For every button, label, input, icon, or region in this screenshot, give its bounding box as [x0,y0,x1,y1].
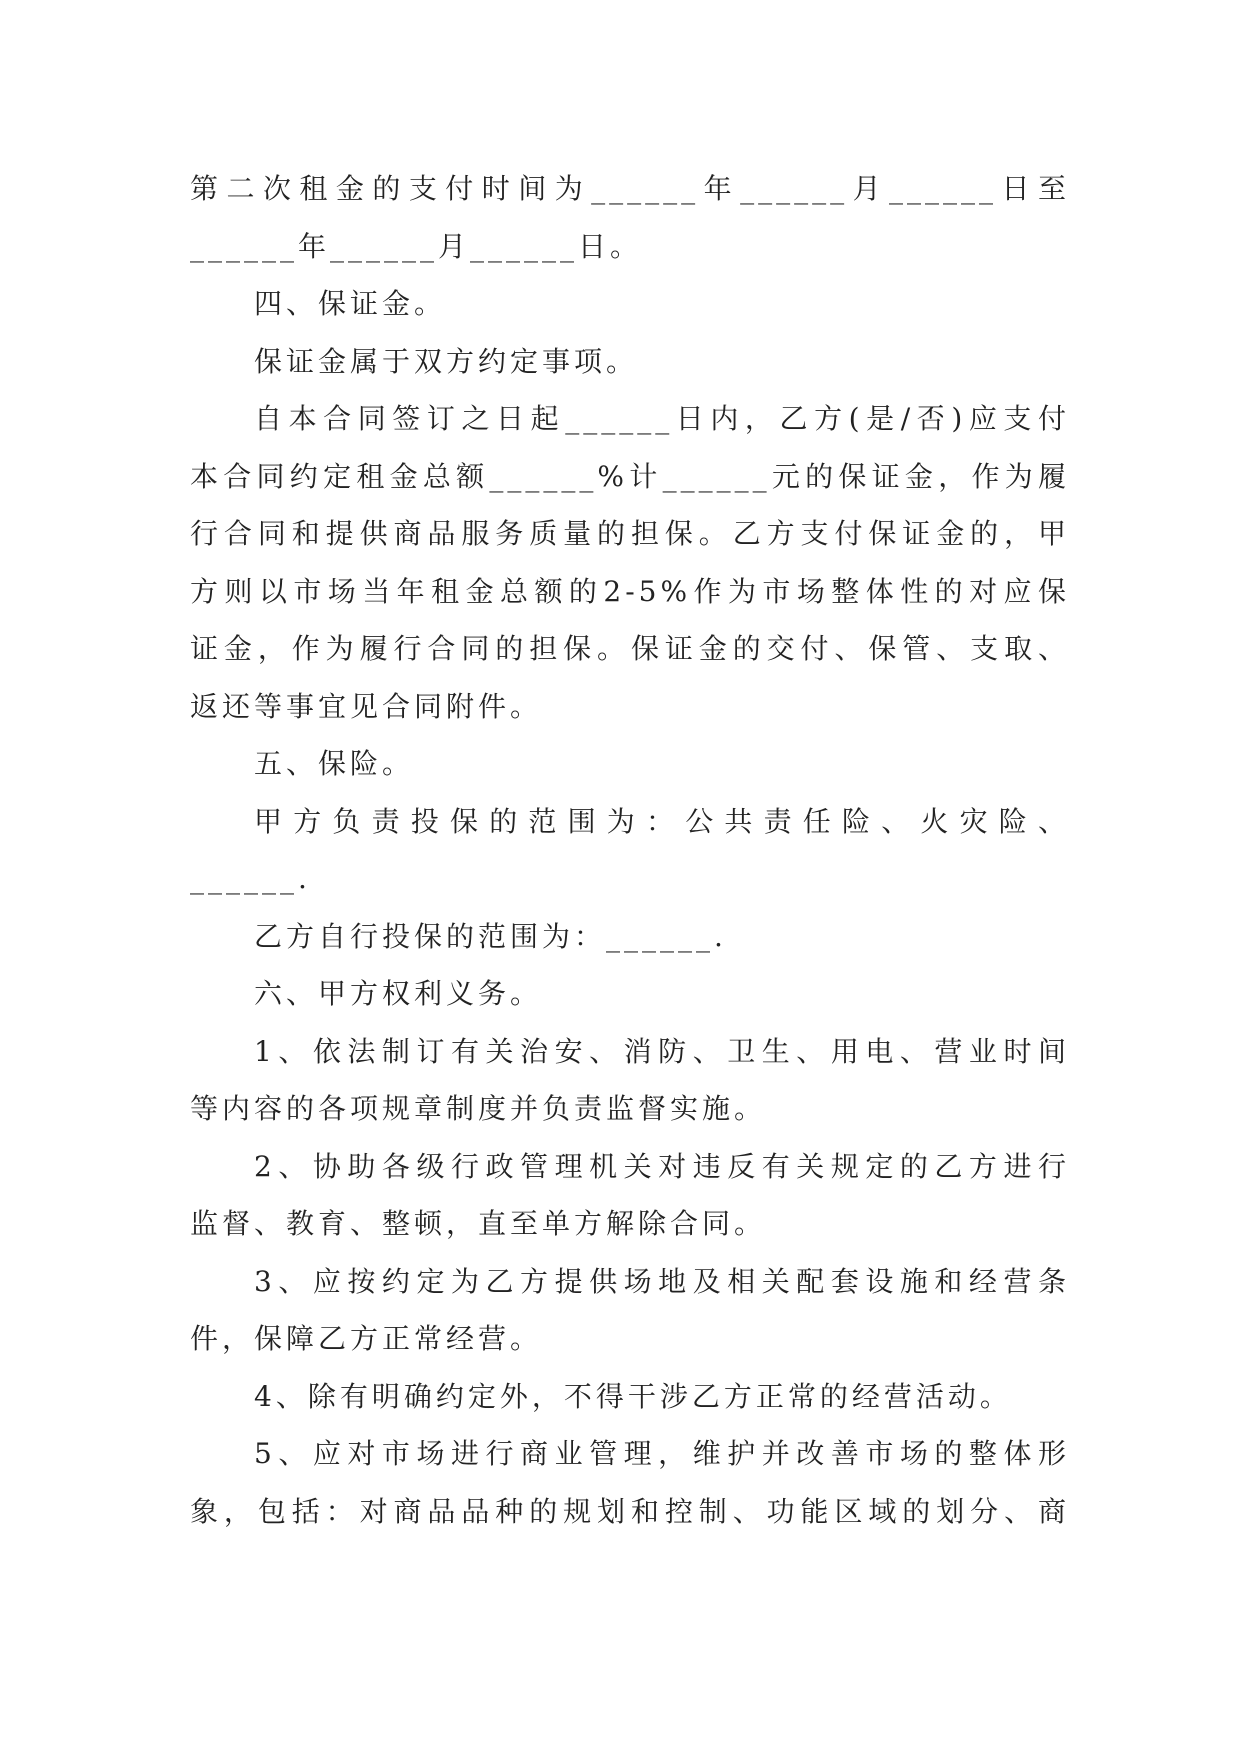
text-line: 自本合同签订之日起______日内，乙方(是/否)应支付 [254,402,1070,435]
text-line: 行合同和提供商品服务质量的担保。乙方支付保证金的，甲 [190,517,1070,550]
text-line: 六、甲方权利义务。 [254,977,543,1010]
text-line: 4、除有明确约定外，不得干涉乙方正常的经营活动。 [254,1379,1012,1413]
text-line: 本合同约定租金总额______%计______元的保证金，作为履 [190,459,1070,493]
text-line: 方则以市场当年租金总额的2-5%作为市场整体性的对应保 [190,574,1070,608]
text-line: 甲方负责投保的范围为：公共责任险、火灾险、 [254,804,1070,838]
text-line: 5、应对市场进行商业管理，维护并改善市场的整体形 [254,1437,1070,1470]
text-line: 第二次租金的支付时间为______年______月______日至 [190,172,1070,205]
text-line: 四、保证金。 [254,287,447,320]
text-line: 1、依法制订有关治安、消防、卫生、用电、营业时间 [254,1034,1070,1068]
text-line: 五、保险。 [254,747,415,780]
text-line: ______年______月______日。 [190,229,643,263]
text-line: 2、协助各级行政管理机关对违反有关规定的乙方进行 [254,1149,1070,1183]
document-page [190,160,1070,1540]
text-line: 件，保障乙方正常经营。 [190,1322,543,1355]
text-line: 证金，作为履行合同的担保。保证金的交付、保管、支取、 [190,632,1070,665]
document-body [190,160,1070,1540]
text-line: 3、应按约定为乙方提供场地及相关配套设施和经营条 [254,1264,1070,1298]
text-line: 保证金属于双方约定事项。 [254,344,639,378]
text-line: 乙方自行投保的范围为：______. [254,919,727,953]
text-line: 返还等事宜见合同附件。 [190,689,543,723]
text-line: ______. [190,862,311,895]
text-line: 监督、教育、整顿，直至单方解除合同。 [190,1207,767,1240]
text-line: 象，包括：对商品品种的规划和控制、功能区域的划分、商 [190,1494,1070,1528]
text-line: 等内容的各项规章制度并负责监督实施。 [190,1092,767,1125]
